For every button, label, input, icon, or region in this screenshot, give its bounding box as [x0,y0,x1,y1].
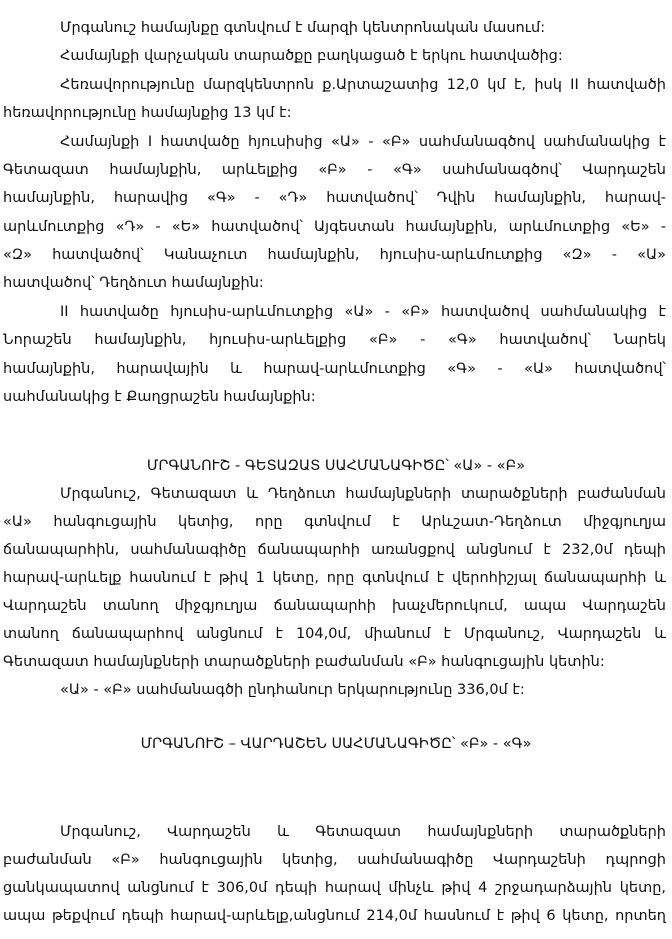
text-line: Նորաշեն համայնքին, հյուսիս-արևելքից «Բ» - «Գ» հատվածով՝ Նարեկ [3,332,666,348]
text-line: Համայնքի վարչական տարածքը բաղկացած է երկու հատվածից: [60,48,563,64]
text-line: սահմանակից է Քաղցրաշեն համայնքին: [3,389,316,405]
text-line: II հատվածը հյուսիս-արևմուտքից «Ա» - «Բ» հատվածով սահմանակից է [60,304,666,320]
text-line: համայնքին, հարավային և հարավ-արևմուտքից «Գ» - «Ա» հատվածով՝ [3,361,666,377]
text-line: Մրգանուշ համայնքը գտնվում է մարզի կենտրոնական մասում: [60,20,546,36]
text-line: Մրգանուշ, Գետազատ և Դեղձուտ համայնքների տարածքների բաժանման [60,486,666,502]
text-line: հեռավորությունը համայնքից 13 կմ է: [3,105,292,121]
text-line: «Ա» հանգուցային կետից, որը գտնվում է Արևշատ-Դեղձուտ միջգյուղյա [3,514,666,530]
section-heading: ՄՐԳԱՆՈՒՇ - ԳԵՏԱԶԱՏ ՍԱՀՄԱՆԱԳԻԾԸ՝ «Ա» - «Բ» [146,458,526,474]
text-line: ճանապարհին, սահմանագիծը ճանապարհի առանցքով անցնում է 232,0մ դեպի [3,542,666,558]
text-line: համայնքին, հարավից «Գ» - «Դ» հատվածով՝ Դվին համայնքին, հարավ- [3,190,666,206]
text-line: Հեռավորությունը մարզկենտրոն ք.Արտաշատից 12,0 կմ է, իսկ II հատվածի [60,77,666,93]
text-line: բաժանման «Բ» հանգուցային կետից, սահմանագիծը Վարդաշենի դպրոցի [3,852,666,868]
text-line: արևմուտքից «Դ» - «Ե» հատվածով՝ Այգեստան համայնքին, արևմուտքից «Ե» - [3,219,666,235]
text-line: «Ա» - «Բ» սահմանագծի ընդհանուր երկարությունը 336,0մ է: [60,682,525,698]
text-line: Գետազատ համայնքների տարածքների բաժանման «Բ» հանգուցային կետին: [3,654,605,670]
text-line: Մրգանուշ, Վարդաշեն և Գետազատ համայնքների տարածքների [60,824,666,840]
text-line: «Զ» հատվածով՝ Կանաչուտ համայնքին, հյուսիս-արևմուտքից «Զ» - «Ա» [3,247,666,263]
text-line: Վարդաշեն տանող միջգյուղյա ճանապարհի խաչմերուկում, ապա Վարդաշեն [3,598,666,614]
text-line: Համայնքի I հատվածը հյուսիսից «Ա» - «Բ» սահմանագծով սահմանակից է [60,134,666,150]
text-line: հարավ-արևելք հասնում է թիվ 1 կետը, որը գտնվում է վերոհիշյալ ճանապարհի և [3,570,666,586]
text-line: տանող ճանապարհով անցնում է 104,0մ, միանում է Մրգանուշ, Վարդաշեն և [3,626,666,642]
text-line: ապա թեքվում դեպի հարավ-արևելք,անցնում 214,0մ հասնում է թիվ 6 կետը, որտեղ [3,908,666,924]
text-line: Գետազատ համայնքին, արևելքից «Բ» - «Գ» սահմանագծով՝ Վարդաշեն [3,162,666,178]
section-heading: ՄՐԳԱՆՈՒՇ – ՎԱՐԴԱՇԵՆ ՍԱՀՄԱՆԱԳԻԾԸ՝ «Բ» - «Գ» [140,736,532,752]
text-line: հատվածով՝ Դեղձուտ համայնքին: [3,275,264,291]
text-line: ցանկապատով անցնում է 306,0մ դեպի հարավ մինչև թիվ 4 շրջադարձային կետը, [3,880,666,896]
